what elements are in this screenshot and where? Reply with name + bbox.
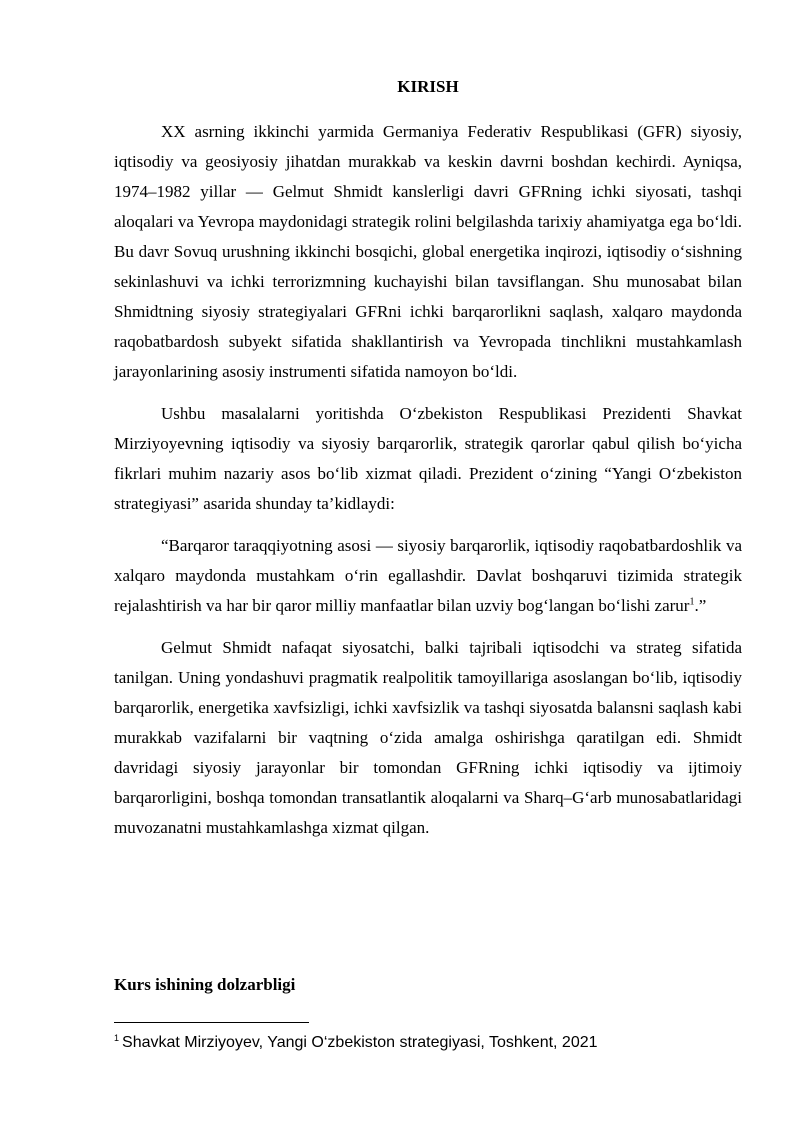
document-body bbox=[114, 117, 742, 855]
footnote-text: Shavkat Mirziyoyev, Yangi O‘zbekiston strategiyasi, Toshkent, 2021 bbox=[122, 1034, 598, 1051]
paragraph-intro: XX asrning ikkinchi yarmida Germaniya Federativ Respublikasi (GFR) siyosiy, iqtisodiy va geosiyosiy jihatdan murakkab va keskin davrni boshdan kechirdi. Ayniqsa, 1974–1982 yillar — Gelmut Shmidt kanslerligi davri GFRning ichki siyosati, tashqi aloqalari va Yevropa maydonidagi strategik rolini belgilashda tarixiy ahamiyatga ega bo‘ldi. Bu davr Sovuq urushning ikkinchi bosqichi, global energetika inqirozi, iqtisodiy o‘sishning sekinlashuvi va ichki terrorizmning kuchayishi bilan tavsiflangan. Shu munosabat bilan Shmidtning siyosiy strategiyalari GFRni ichki barqarorlikni saqlash, xalqaro maydonda raqobatbardosh subyekt sifatida shakllantirish va Yevropada tinchlikni mustahkamlash jarayonlarining asosiy instrumenti sifatida namoyon bo‘ldi. bbox=[114, 122, 742, 381]
footnote bbox=[114, 1031, 598, 1055]
paragraph-president-views: Ushbu masalalarni yoritishda O‘zbekiston Respublikasi Prezidenti Shavkat Mirziyoyevning iqtisodiy va siyosiy barqarorlik, strategik qarorlar qabul qilish bo‘yicha fikrlari muhim nazariy asos bo‘lib xizmat qiladi. Prezident o‘zining “Yangi O‘zbekiston strategiyasi” asarida shunday ta’kidlaydi: bbox=[114, 404, 742, 513]
footnote-mark: 1 bbox=[114, 1032, 120, 1043]
quote-end: .” bbox=[694, 596, 707, 615]
footnote-divider bbox=[114, 1022, 309, 1023]
section-subheading: Kurs ishining dolzarbligi bbox=[114, 975, 296, 994]
quote-text: “Barqaror taraqqiyotning asosi — siyosiy barqarorlik, iqtisodiy raqobatbardoshlik va xalqaro maydonda mustahkam o‘rin egallashdir. Davlat boshqaruvi tizimida strategik rejalashtirish va har bir qaror milliy manfaatlar bilan uzviy bog‘langan bo‘lishi zarur bbox=[114, 536, 742, 615]
paragraph-quote bbox=[114, 531, 742, 621]
page-heading: KIRISH bbox=[397, 77, 459, 96]
document-page bbox=[114, 0, 742, 1131]
paragraph-schmidt: Gelmut Shmidt nafaqat siyosatchi, balki tajribali iqtisodchi va strateg sifatida tanilgan. Uning yondashuvi pragmatik realpolitik tamoyillariga asoslangan bo‘lib, iqtisodiy barqarorlik, energetika xavfsizligi, ichki xavfsizlik va tashqi siyosatda balansni saqlash kabi murakkab vazifalarni bir vaqtning o‘zida amalga oshirishga qaratilgan edi. Shmidt davridagi siyosiy jarayonlar bir tomondan GFRning ichki iqtisodiy va ijtimoiy barqarorligini, boshqa tomondan transatlantik aloqalarni va Sharq–G‘arb munosabatlaridagi muvozanatni mustahkamlashga xizmat qilgan. bbox=[114, 638, 742, 837]
footnote-reference[interactable]: 1 bbox=[689, 596, 695, 608]
